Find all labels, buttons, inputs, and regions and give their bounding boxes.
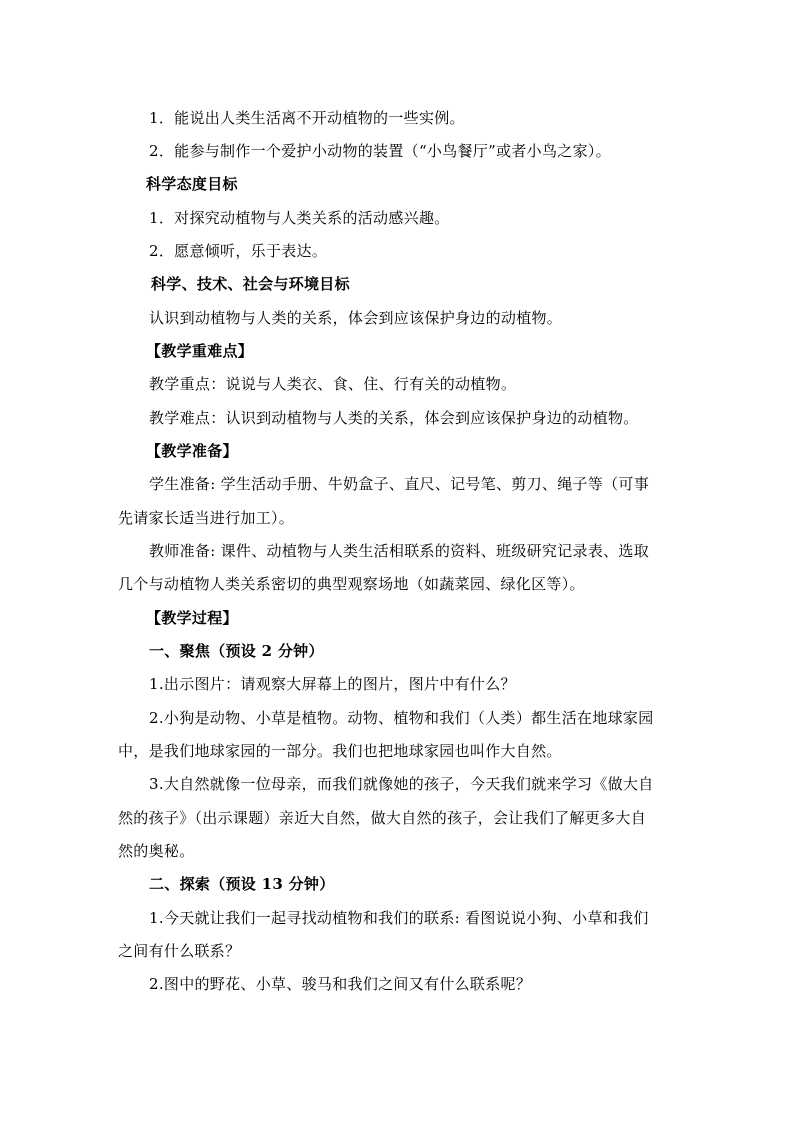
stse-heading: 科学、技术、社会与环境目标 — [151, 275, 350, 293]
focus-item-3-line-2: 然的孩子》（出示课题）亲近大自然，做大自然的孩子，会让我们了解更多大自 — [118, 809, 647, 827]
explore-item-1-line-2: 之间有什么联系？ — [118, 942, 241, 960]
key-point-text: 教学重点：说说与人类衣、食、住、行有关的动植物。 — [149, 375, 517, 393]
process-heading: 【教学过程】 — [146, 609, 238, 627]
key-points-heading: 【教学重难点】 — [146, 342, 254, 360]
explore-heading: 二、探索（预设 13 分钟） — [149, 875, 335, 893]
attitude-item-2: 2．愿意倾听，乐于表达。 — [149, 242, 328, 260]
skill-item-1: 1．能说出人类生活离不开动植物的一些实例。 — [149, 109, 465, 127]
student-prep-line-1: 学生准备: 学生活动手册、牛奶盒子、直尺、记号笔、剪刀、绳子等（可事 — [149, 475, 650, 493]
stse-text: 认识到动植物与人类的关系，体会到应该保护身边的动植物。 — [149, 309, 563, 327]
skill-item-2: 2．能参与制作一个爱护小动物的装置（“小鸟餐厅”或者小鸟之家）。 — [149, 142, 611, 160]
focus-heading: 一、聚焦（预设 2 分钟） — [149, 642, 324, 660]
attitude-item-1: 1．对探究动植物与人类关系的活动感兴趣。 — [149, 209, 450, 227]
attitude-heading: 科学态度目标 — [146, 175, 238, 193]
focus-item-3-line-3: 然的奥秘。 — [118, 842, 195, 860]
teacher-prep-line-2: 几个与动植物人类关系密切的典型观察场地（如蔬菜园、绿化区等）。 — [118, 575, 585, 593]
focus-item-3-line-1: 3.大自然就像一位母亲，而我们就像她的孩子，今天我们就来学习《做大自 — [149, 775, 654, 793]
difficult-point-text: 教学难点：认识到动植物与人类的关系，体会到应该保护身边的动植物。 — [149, 409, 639, 427]
teacher-prep-line-1: 教师准备: 课件、动植物与人类生活相联系的资料、班级研究记录表、选取 — [149, 542, 650, 560]
focus-item-2-line-1: 2.小狗是动物、小草是植物。动物、植物和我们（人类）都生活在地球家园 — [149, 709, 654, 727]
focus-item-2-line-2: 中，是我们地球家园的一部分。我们也把地球家园也叫作大自然。 — [118, 742, 562, 760]
explore-item-1-line-1: 1.今天就让我们一起寻找动植物和我们的联系: 看图说说小狗、小草和我们 — [149, 909, 649, 927]
focus-item-1: 1.出示图片：请观察大屏幕上的图片，图片中有什么？ — [149, 675, 516, 693]
preparation-heading: 【教学准备】 — [146, 442, 238, 460]
student-prep-line-2: 先请家长适当进行加工）。 — [118, 509, 295, 527]
explore-item-2: 2.图中的野花、小草、骏马和我们之间又有什么联系呢？ — [149, 975, 532, 993]
